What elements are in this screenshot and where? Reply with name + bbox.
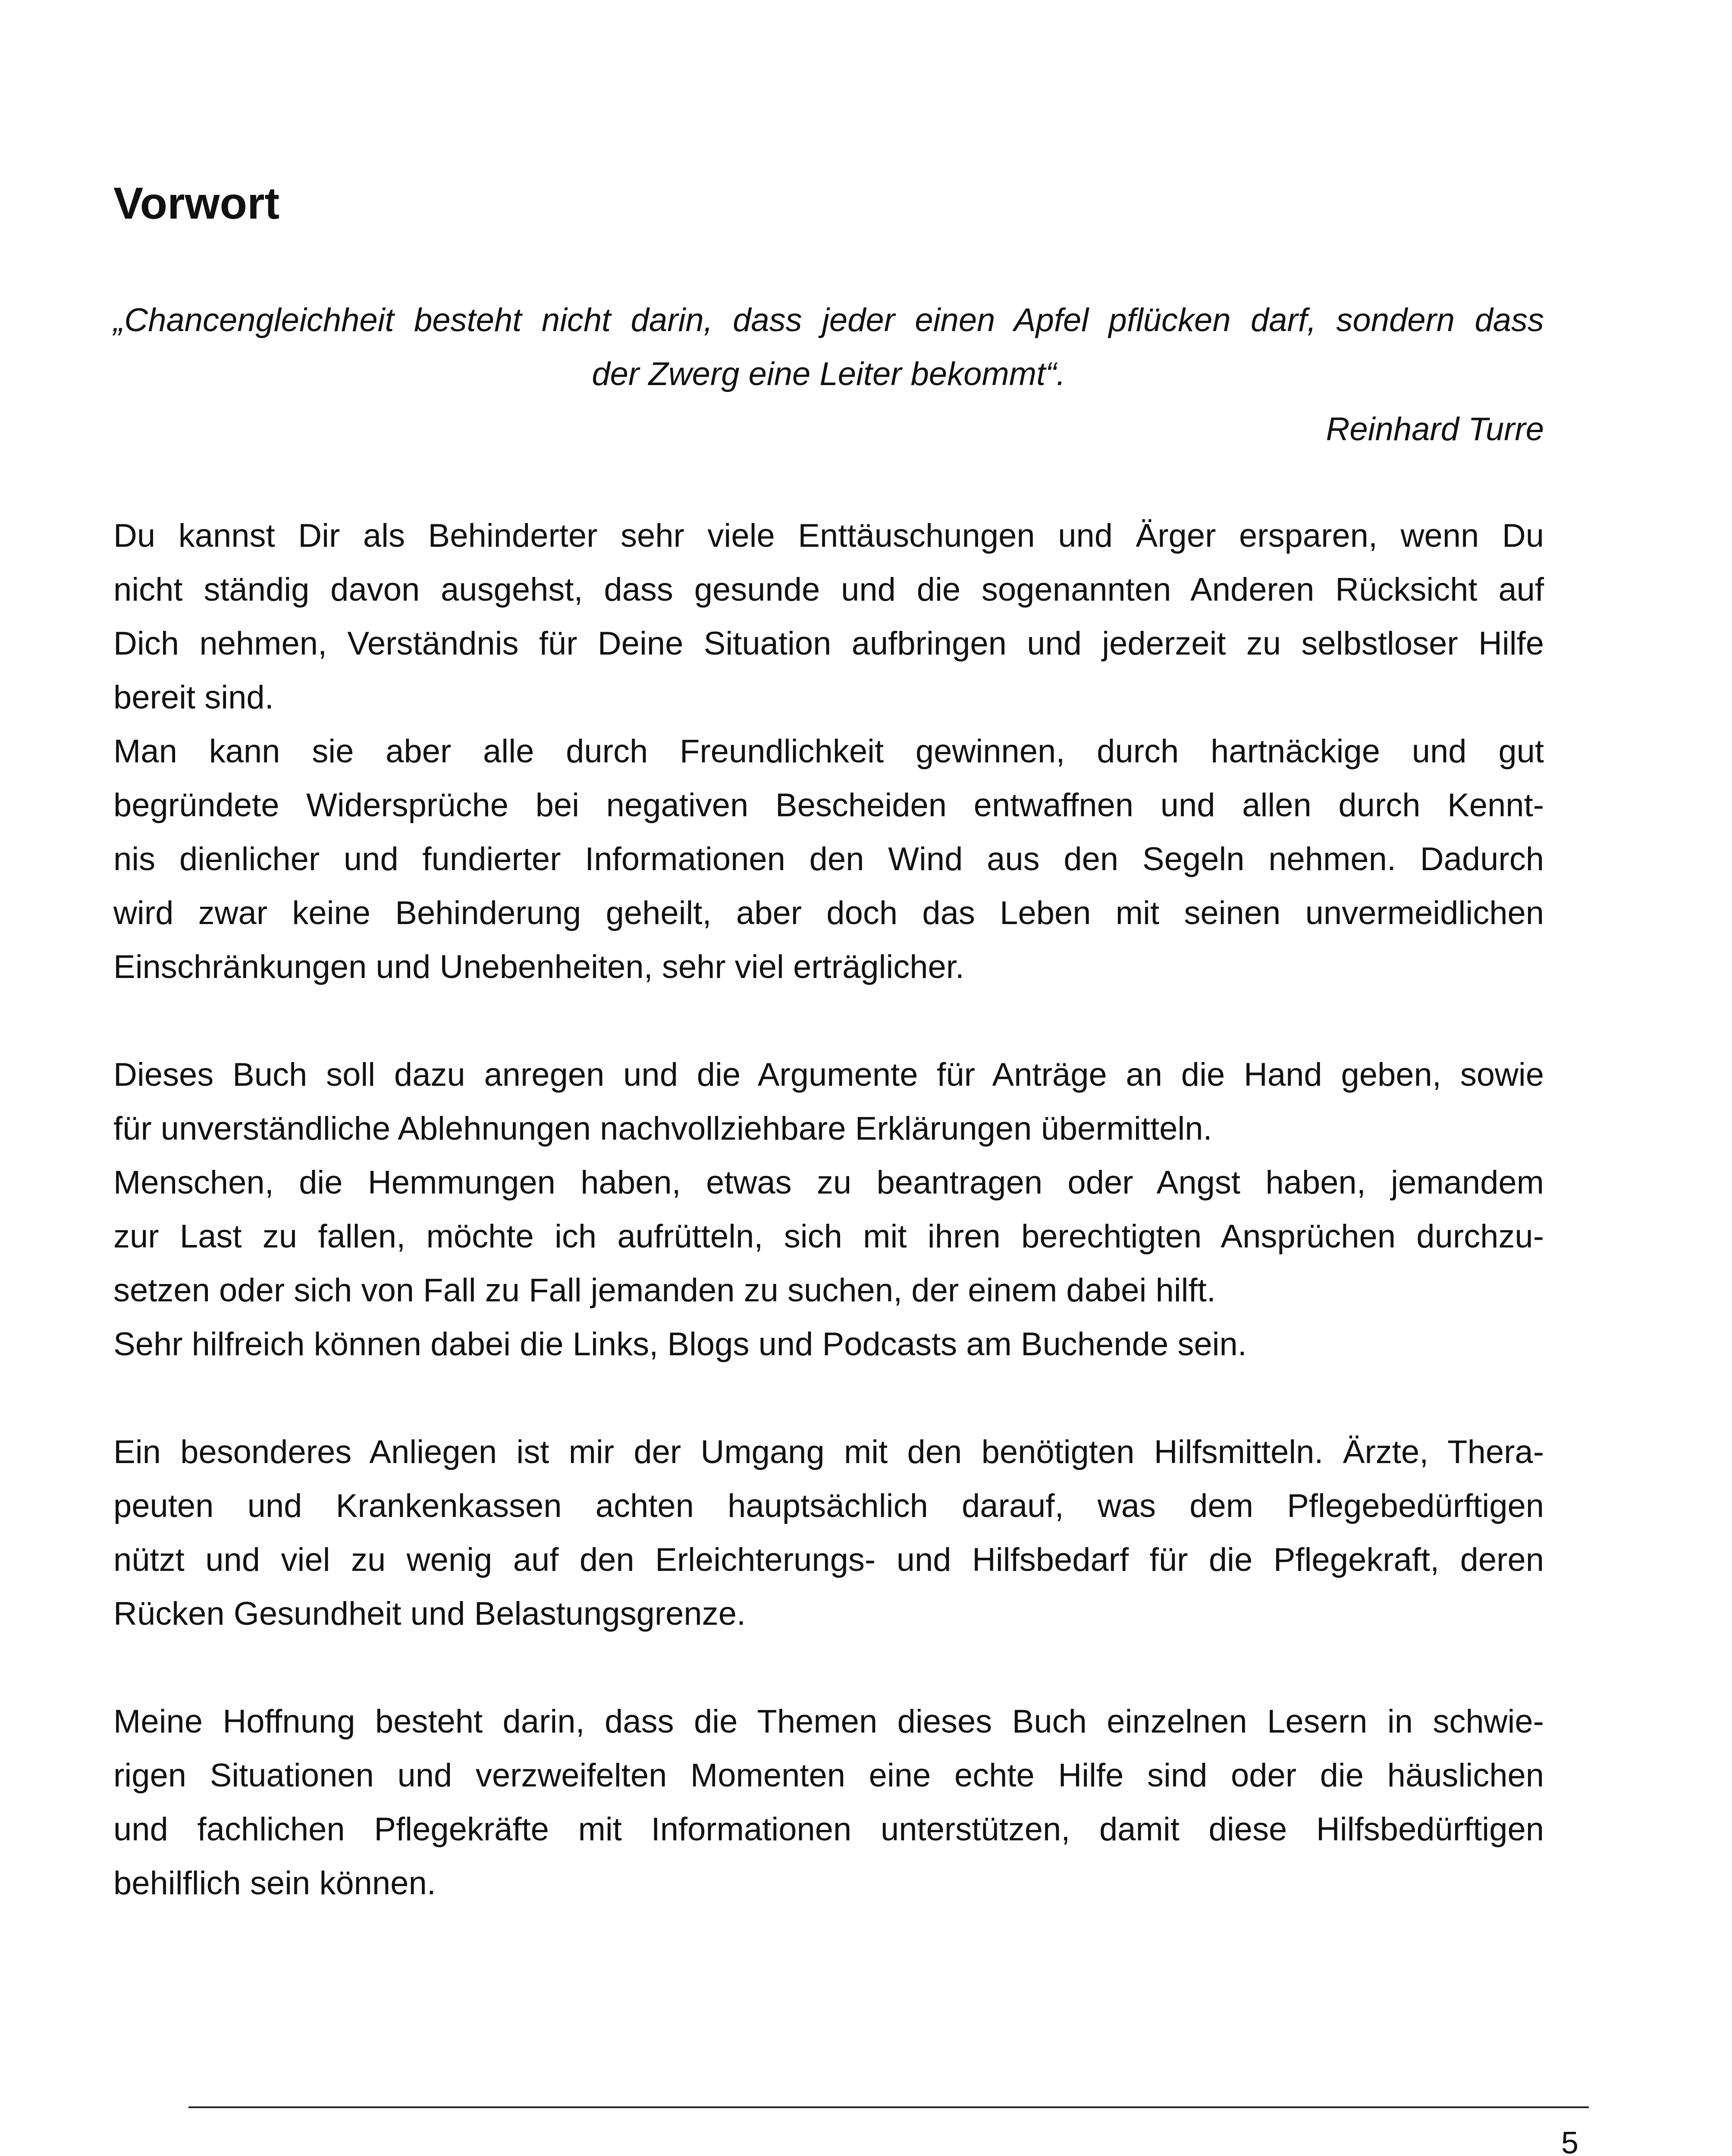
text-line: behilflich sein können.	[113, 1865, 436, 1902]
paragraph	[113, 724, 1544, 994]
paragraph	[113, 509, 1544, 724]
text-line: peuten und Krankenkassen achten hauptsächlich darauf, was dem Pflegebedürftigen	[113, 1488, 1544, 1524]
page-title: Vorwort	[113, 179, 280, 229]
page-number: 5	[1561, 2126, 1578, 2156]
text-line: nicht ständig davon ausgehst, dass gesunde und die sogenannten Anderen Rücksicht auf	[113, 571, 1544, 608]
text-line: nis dienlicher und fundierter Informationen den Wind aus den Segeln nehmen. Dadurch	[113, 841, 1544, 877]
quote-line: „Chancengleichheit besteht nicht darin, dass jeder einen Apfel pflücken darf, sondern dass	[113, 302, 1544, 338]
text-line: Sehr hilfreich können dabei die Links, Blogs und Podcasts am Buchende sein.	[113, 1326, 1247, 1363]
quote-line: der Zwerg eine Leiter bekommt“.	[592, 356, 1066, 392]
paragraph	[113, 1048, 1544, 1156]
text-line: bereit sind.	[113, 679, 274, 716]
paragraph	[113, 1317, 1544, 1371]
text-line: rigen Situationen und verzweifelten Momenten eine echte Hilfe sind oder die häuslichen	[113, 1757, 1544, 1794]
text-line: wird zwar keine Behinderung geheilt, aber doch das Leben mit seinen unvermeidlichen	[113, 895, 1544, 931]
body-text	[113, 509, 1544, 1910]
text-line: nützt und viel zu wenig auf den Erleichterungs- und Hilfsbedarf für die Pflegekraft, deren	[113, 1542, 1544, 1578]
text-line: Ein besonderes Anliegen ist mir der Umgang mit den benötigten Hilfsmitteln. Ärzte, Thera-	[113, 1434, 1544, 1470]
text-line: Einschränkungen und Unebenheiten, sehr viel erträglicher.	[113, 949, 965, 985]
text-line: Du kannst Dir als Behinderter sehr viele Enttäuschungen und Ärger ersparen, wenn Du	[113, 517, 1544, 554]
quote-author: Reinhard Turre	[1326, 411, 1544, 448]
text-line: zur Last zu fallen, möchte ich aufrütteln, sich mit ihren berechtigten Ansprüchen durchzu-	[113, 1218, 1544, 1255]
text-line: Meine Hoffnung besteht darin, dass die Themen dieses Buch einzelnen Lesern in schwie-	[113, 1703, 1544, 1740]
text-line: und fachlichen Pflegekräfte mit Informationen unterstützen, damit diese Hilfsbedürftigen	[113, 1811, 1544, 1848]
text-line: Dich nehmen, Verständnis für Deine Situation aufbringen und jederzeit zu selbstloser Hilfe	[113, 625, 1544, 662]
paragraph	[113, 1156, 1544, 1317]
text-line: Man kann sie aber alle durch Freundlichkeit gewinnen, durch hartnäckige und gut	[113, 733, 1544, 770]
footer-divider	[188, 2106, 1589, 2108]
text-line: begründete Widersprüche bei negativen Bescheiden entwaffnen und allen durch Kennt-	[113, 787, 1544, 824]
text-line: Rücken Gesundheit und Belastungsgrenze.	[113, 1595, 746, 1632]
epigraph-quote	[113, 293, 1544, 401]
text-line: Dieses Buch soll dazu anregen und die Argumente für Anträge an die Hand geben, sowie	[113, 1056, 1544, 1093]
text-line: für unverständliche Ablehnungen nachvollziehbare Erklärungen übermitteln.	[113, 1110, 1212, 1147]
text-line: Menschen, die Hemmungen haben, etwas zu beantragen oder Angst haben, jemandem	[113, 1164, 1544, 1201]
text-line: setzen oder sich von Fall zu Fall jemanden zu suchen, der einem dabei hilft.	[113, 1272, 1216, 1309]
paragraph	[113, 1425, 1544, 1641]
paragraph	[113, 1695, 1544, 1910]
